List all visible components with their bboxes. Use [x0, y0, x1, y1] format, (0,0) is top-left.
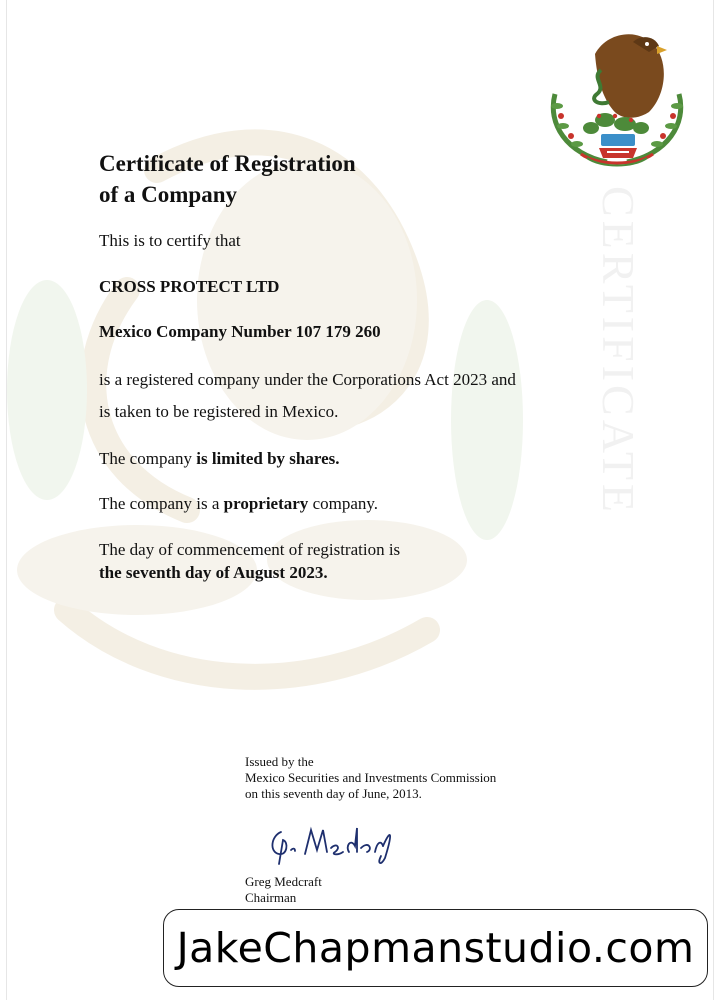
registered-line-1: is a registered company under the Corporations Act 2023 and — [99, 370, 516, 389]
proprietary-suffix: company. — [308, 494, 379, 513]
issuer-block — [245, 754, 496, 802]
registered-line-2: is taken to be registered in Mexico. — [99, 402, 339, 421]
signer-title: Chairman — [245, 890, 297, 905]
proprietary-bold: proprietary — [223, 494, 309, 513]
commencement-line-2: the seventh day of August 2023. — [99, 563, 328, 582]
certificate-title — [99, 148, 499, 210]
signature — [265, 818, 395, 868]
company-number: Mexico Company Number 107 179 260 — [99, 322, 381, 341]
issuer-line-3: on this seventh day of June, 2013. — [245, 786, 422, 801]
website-banner — [163, 909, 708, 987]
issuer-line-1: Issued by the — [245, 754, 314, 769]
limited-bold: is limited by shares. — [196, 449, 340, 468]
website-banner-text: JakeChapmanstudio.com — [176, 924, 695, 972]
company-name: CROSS PROTECT LTD — [99, 277, 280, 296]
commencement-line-1: The day of commencement of registration is — [99, 540, 401, 559]
signer-name: Greg Medcraft — [245, 874, 322, 889]
intro-text: This is to certify that — [99, 231, 241, 250]
proprietary-statement — [99, 492, 599, 516]
mexican-coat-of-arms-icon — [537, 24, 697, 168]
certificate-page — [6, 0, 714, 1000]
issuer-line-2: Mexico Securities and Investments Commission — [245, 770, 497, 785]
limited-prefix: The company — [99, 449, 197, 468]
limited-statement — [99, 447, 599, 471]
title-line-1: Certificate of Registration — [99, 151, 356, 176]
certificate-vertical-watermark: CERTIFICATE — [593, 186, 644, 517]
proprietary-prefix: The company is a — [99, 494, 224, 513]
title-line-2: of a Company — [99, 182, 238, 207]
signer-block — [245, 874, 322, 906]
